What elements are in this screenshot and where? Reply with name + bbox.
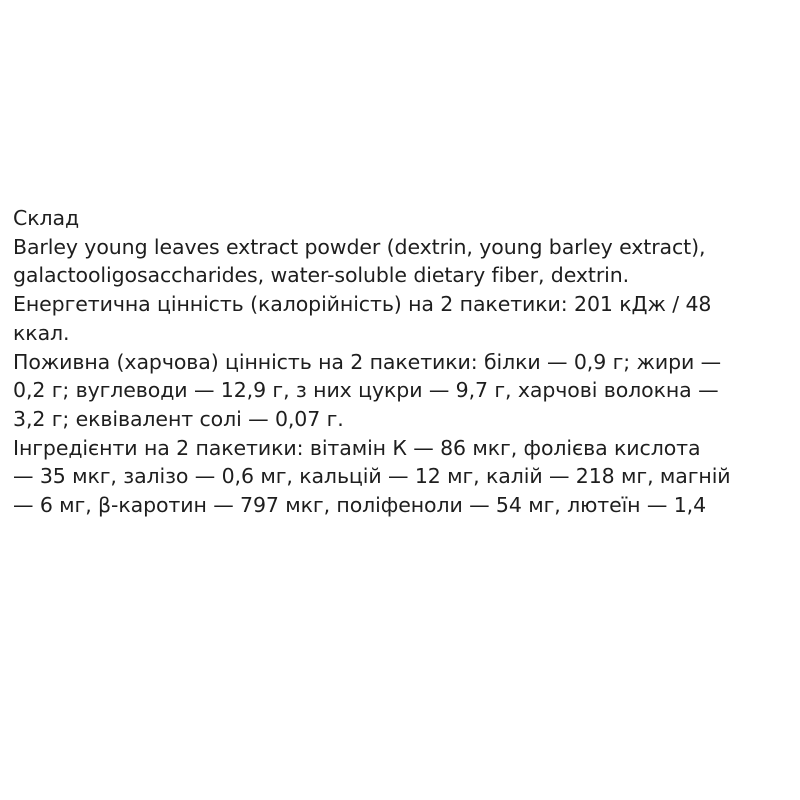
text-line: galactooligosaccharides, water-soluble dietary fiber, dextrin. [13, 263, 630, 288]
text-line: Поживна (харчова) цінність на 2 пакетики: білки — 0,9 г; жири — [13, 349, 722, 374]
composition-text-block [13, 204, 793, 520]
text-line: Інгредієнти на 2 пакетики: вітамін К — 86 мкг, фолієва кислота [13, 435, 701, 460]
text-line: ккал. [13, 320, 70, 345]
text-line: Barley young leaves extract powder (dextrin, young barley extract), [13, 234, 706, 259]
text-line: Енергетична цінність (калорійність) на 2 пакетики: 201 кДж / 48 [13, 292, 712, 317]
text-line: — 35 мкг, залізо — 0,6 мг, кальцій — 12 мг, калій — 218 мг, магній [13, 464, 731, 489]
composition-heading: Склад [13, 206, 80, 230]
text-line: 3,2 г; еквівалент солі — 0,07 г. [13, 406, 344, 431]
text-line: 0,2 г; вуглеводи — 12,9 г, з них цукри — 9,7 г, харчові волокна — [13, 378, 719, 403]
text-line: — 6 мг, β-каротин — 797 мкг, поліфеноли — 54 мг, лютеїн — 1,4 [13, 493, 707, 518]
